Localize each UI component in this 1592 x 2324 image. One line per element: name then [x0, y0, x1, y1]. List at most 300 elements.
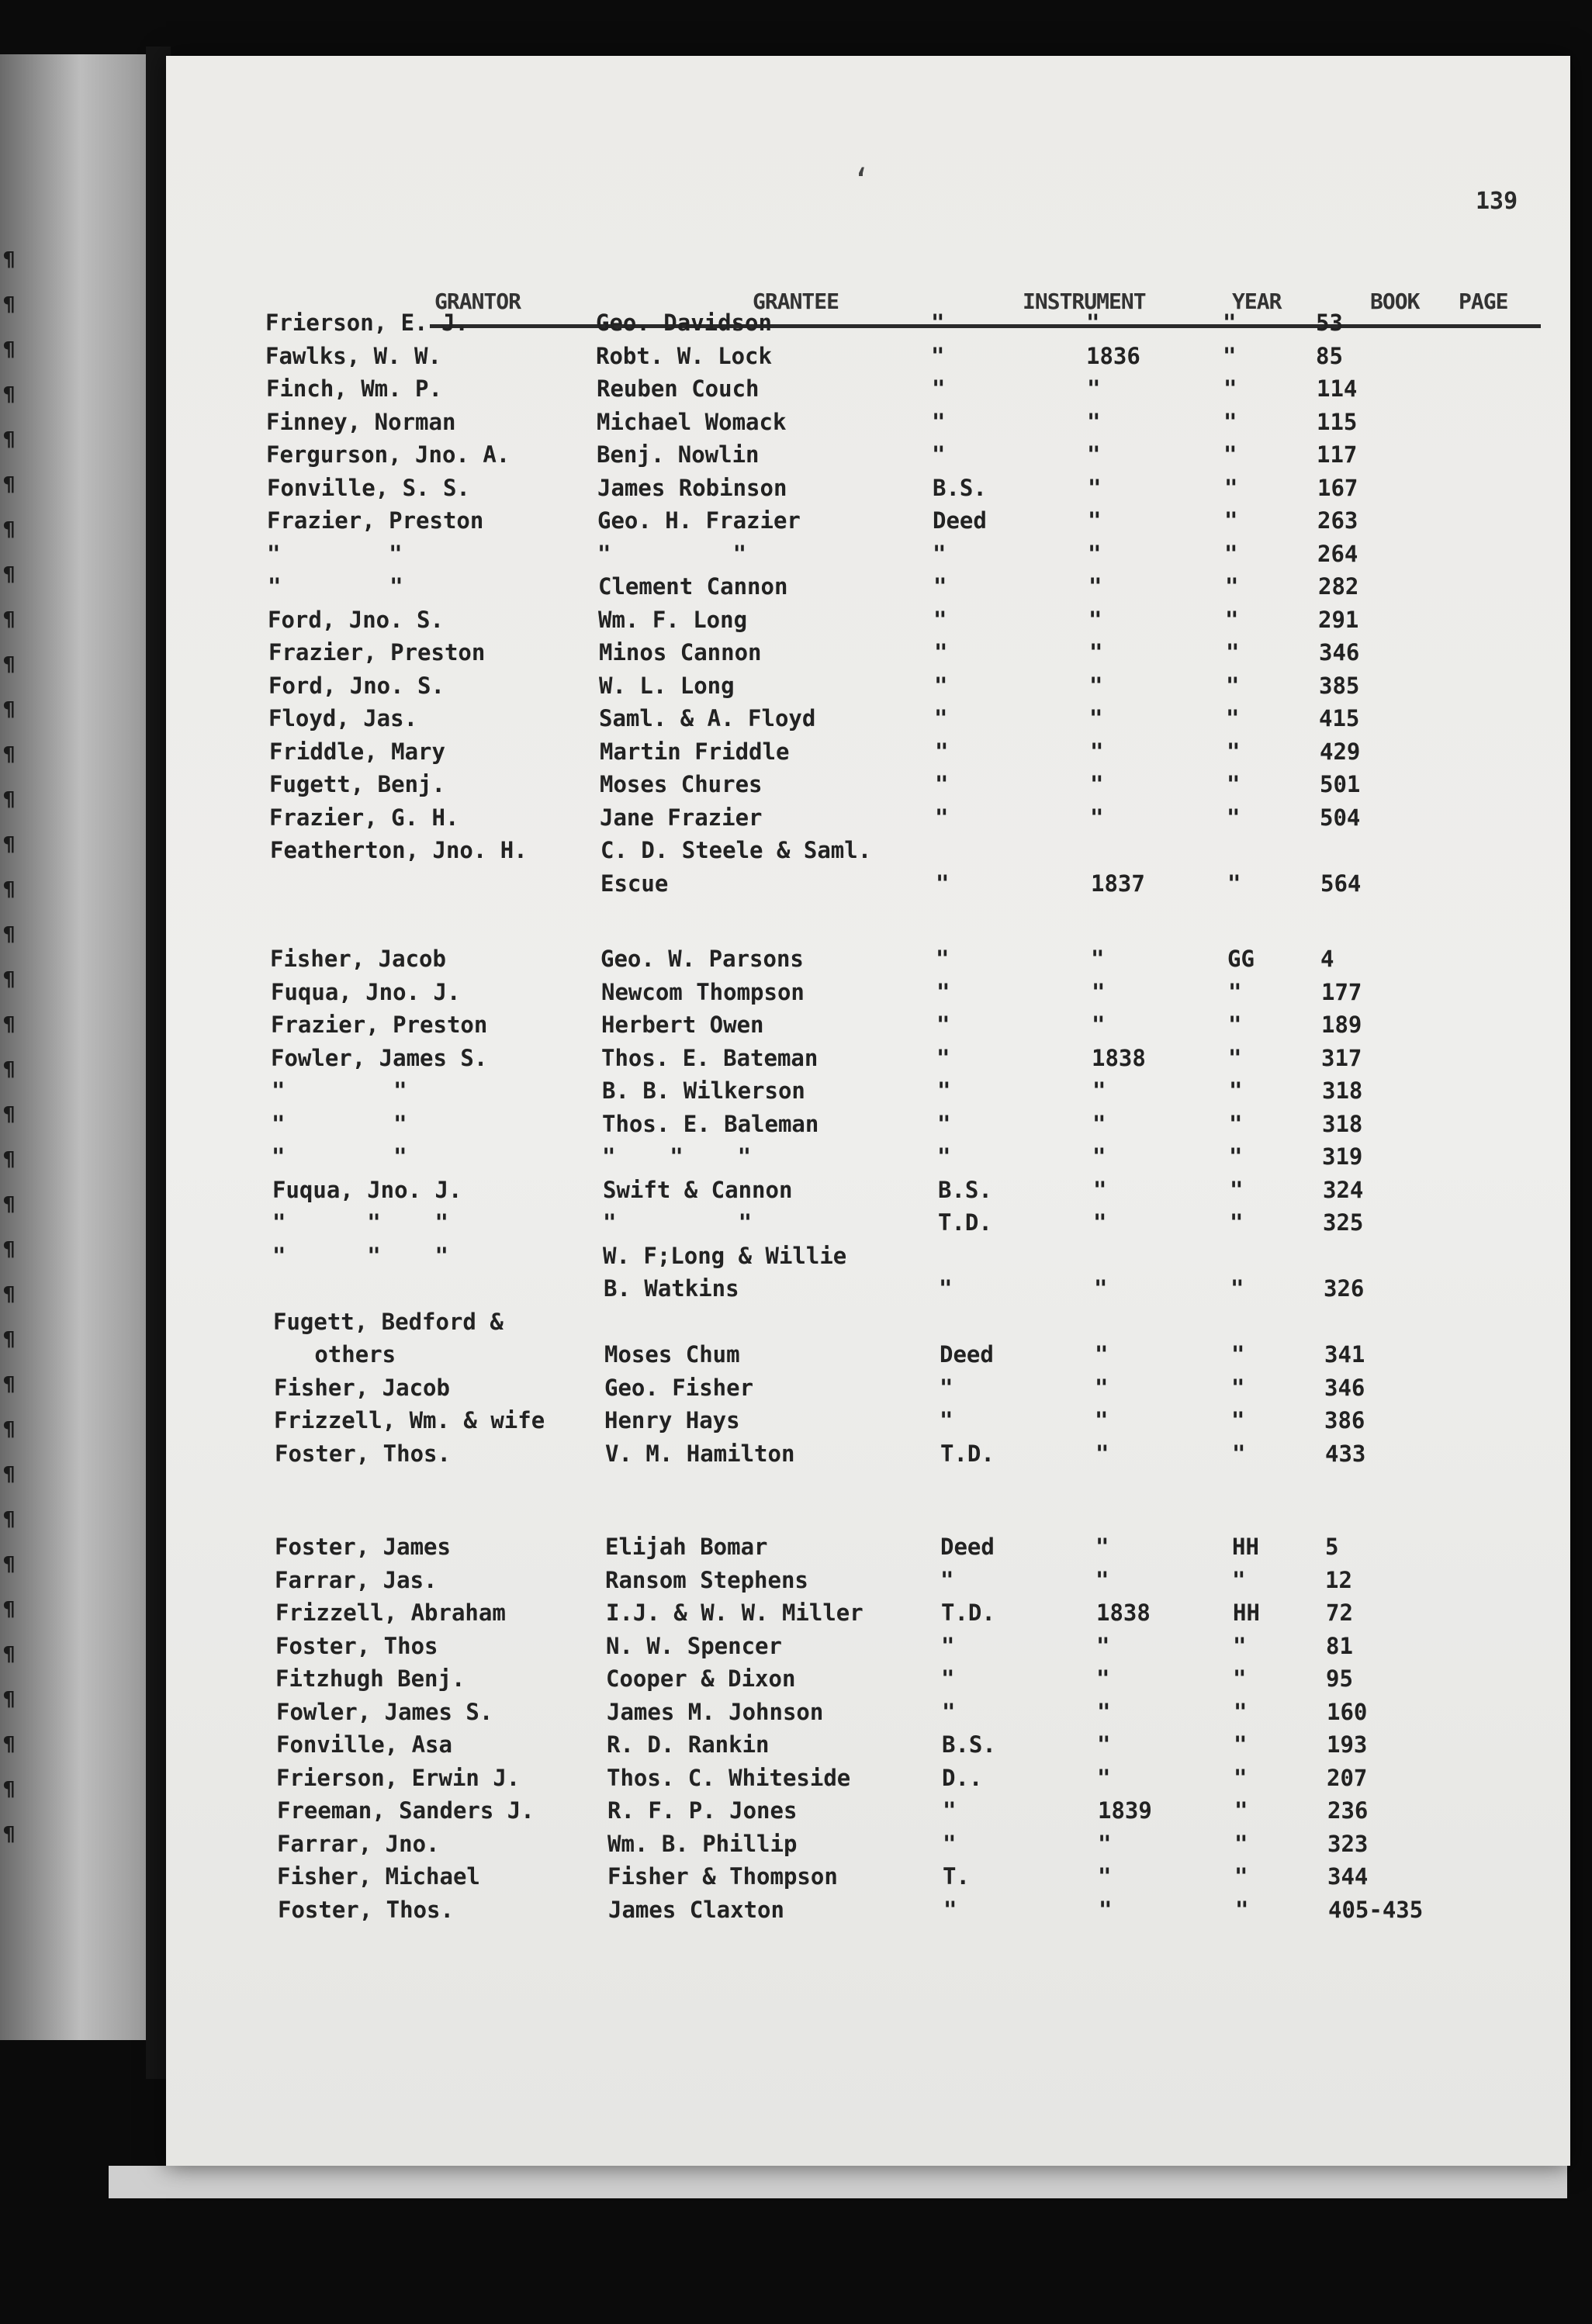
edge-mark: ¶ [3, 1778, 16, 1801]
entry-book: " [1234, 1863, 1248, 1890]
entry-grantee: Moses Chures [600, 771, 763, 797]
entry-book: " [1226, 673, 1240, 699]
entry-page: 318 [1322, 1077, 1363, 1104]
entry-grantor: Frizzell, Wm. & wife [274, 1407, 545, 1433]
entry-page: 564 [1320, 870, 1362, 897]
edge-mark: ¶ [3, 1508, 16, 1531]
entry-year: " [1088, 541, 1102, 567]
entry-instrument: Deed [933, 507, 987, 534]
entry-year: " [1096, 1665, 1110, 1692]
entry-book: " [1235, 1897, 1249, 1923]
entry-year: " [1092, 1111, 1106, 1137]
entry-grantee: James Claxton [608, 1897, 784, 1923]
entry-book: " [1231, 1407, 1245, 1433]
entry-book: " [1230, 1177, 1244, 1203]
entry-instrument: B.S. [938, 1177, 992, 1203]
entry-instrument: " [932, 375, 946, 402]
edge-mark: ¶ [3, 1553, 16, 1576]
entry-grantor: Fawlks, W. W. [265, 343, 441, 369]
entry-page: 323 [1327, 1831, 1369, 1857]
edge-mark: ¶ [3, 293, 16, 316]
entry-year: " [1098, 1831, 1112, 1857]
entry-grantee: Escue [600, 870, 669, 897]
entry-instrument: " [940, 1375, 953, 1401]
entry-grantor: Frizzell, Abraham [275, 1599, 506, 1626]
entry-grantee: Elijah Bomar [605, 1534, 768, 1560]
entry-instrument: " [935, 738, 949, 765]
entry-page: 117 [1317, 441, 1358, 468]
entry-book: HH [1233, 1599, 1260, 1626]
edge-mark: ¶ [3, 923, 16, 946]
edge-mark: ¶ [3, 1463, 16, 1486]
entry-page: 346 [1319, 639, 1360, 666]
entry-grantor: Featherton, Jno. H. [270, 837, 528, 863]
entry-book: " [1232, 1567, 1246, 1593]
entry-grantor: Foster, Thos. [275, 1440, 451, 1467]
entry-grantee: Martin Friddle [600, 738, 790, 765]
entry-instrument: Deed [940, 1341, 994, 1368]
entry-page: 95 [1326, 1665, 1353, 1692]
entry-book: " [1227, 804, 1241, 831]
entry-year: " [1092, 1012, 1106, 1038]
entry-year: 1838 [1092, 1045, 1146, 1071]
entry-page: 319 [1322, 1143, 1363, 1170]
edge-mark: ¶ [3, 1688, 16, 1711]
edge-mark: ¶ [3, 1238, 16, 1261]
entry-page: 326 [1324, 1275, 1365, 1302]
entry-instrument: " [940, 1567, 954, 1593]
entry-grantee: I.J. & W. W. Miller [606, 1599, 863, 1626]
entry-grantor: Fugett, Benj. [269, 771, 445, 797]
entry-year: " [1087, 441, 1101, 468]
entry-year: " [1095, 1375, 1109, 1401]
entry-grantor: Frazier, Preston [268, 639, 486, 666]
entry-instrument: " [933, 573, 947, 600]
entry-book: " [1224, 475, 1238, 501]
entry-book: " [1223, 310, 1237, 336]
pencil-mark: ʻ [852, 163, 871, 199]
entry-page: 12 [1325, 1567, 1352, 1593]
entry-grantee: Geo. W. Parsons [600, 946, 804, 972]
entry-year: " [1088, 475, 1102, 501]
entry-year: " [1090, 738, 1104, 765]
entry-grantor: Foster, James [275, 1534, 451, 1560]
entry-book: " [1234, 1699, 1248, 1725]
entry-book: GG [1227, 946, 1255, 972]
entry-book: " [1234, 1797, 1248, 1824]
entry-grantee: W. F;Long & Willie [603, 1243, 847, 1269]
entry-page: 317 [1321, 1045, 1362, 1071]
entry-book: " [1228, 979, 1242, 1005]
entry-instrument: " [943, 1831, 957, 1857]
entry-book: " [1223, 375, 1237, 402]
entry-page: 4 [1320, 946, 1334, 972]
entry-grantor: Frazier, Preston [267, 507, 484, 534]
entry-instrument: T. [943, 1863, 970, 1890]
edge-mark: ¶ [3, 968, 16, 991]
edge-mark: ¶ [3, 1643, 16, 1666]
entry-page: 386 [1324, 1407, 1365, 1433]
edge-mark: ¶ [3, 833, 16, 856]
entry-grantor: Frazier, Preston [271, 1012, 488, 1038]
entry-page: 341 [1324, 1341, 1365, 1368]
entry-year: " [1090, 771, 1104, 797]
entry-book: " [1225, 607, 1239, 633]
entry-year: " [1097, 1699, 1111, 1725]
entry-grantee: Saml. & A. Floyd [599, 705, 816, 731]
edge-mark: ¶ [3, 563, 16, 586]
entry-grantor: Fonville, S. S. [267, 475, 470, 501]
entry-grantor: " " " [272, 1243, 448, 1269]
entry-grantor: Finch, Wm. P. [266, 375, 442, 402]
entry-grantor: Farrar, Jno. [277, 1831, 440, 1857]
entry-grantee: James Robinson [597, 475, 787, 501]
header-grantee: GRANTEE [753, 289, 839, 314]
entry-year: " [1089, 673, 1103, 699]
entry-book: " [1224, 541, 1238, 567]
entry-instrument: " [943, 1897, 957, 1923]
edge-mark: ¶ [3, 248, 16, 271]
entry-grantee: Benj. Nowlin [597, 441, 760, 468]
entry-grantor: " " " [272, 1209, 448, 1236]
entry-grantee: R. D. Rankin [607, 1731, 770, 1758]
entry-book: " [1229, 1143, 1243, 1170]
entry-year: " [1095, 1407, 1109, 1433]
entry-instrument: " [934, 639, 948, 666]
entry-year: " [1095, 1440, 1109, 1467]
entry-page: 282 [1318, 573, 1359, 600]
entry-page: 429 [1320, 738, 1361, 765]
edge-mark: ¶ [3, 428, 16, 451]
entry-grantor: Fowler, James S. [271, 1045, 488, 1071]
entry-grantor: Fisher, Jacob [274, 1375, 450, 1401]
entry-instrument: " [937, 1077, 951, 1104]
entry-year: 1836 [1086, 343, 1140, 369]
entry-instrument: Deed [940, 1534, 995, 1560]
entry-grantor: Fowler, James S. [276, 1699, 493, 1725]
entry-grantee: N. W. Spencer [606, 1633, 782, 1659]
entry-grantor: " " [272, 1111, 407, 1137]
entry-book: " [1223, 343, 1237, 369]
edge-mark: ¶ [3, 1013, 16, 1036]
edge-mark: ¶ [3, 1733, 16, 1756]
entry-page: 504 [1320, 804, 1361, 831]
entry-book: HH [1232, 1534, 1259, 1560]
entry-book: " [1228, 1045, 1242, 1071]
entry-page: 385 [1319, 673, 1360, 699]
entry-book: " [1223, 409, 1237, 435]
entry-page: 115 [1317, 409, 1358, 435]
entry-year: " [1095, 1534, 1109, 1560]
entry-book: " [1227, 738, 1241, 765]
entry-year: " [1098, 1863, 1112, 1890]
edge-mark: ¶ [3, 1418, 16, 1441]
entry-year: 1838 [1096, 1599, 1151, 1626]
entry-instrument: " [932, 441, 946, 468]
entry-instrument: " [936, 870, 950, 897]
entry-book: " [1226, 705, 1240, 731]
entry-year: " [1097, 1765, 1111, 1791]
entry-book: " [1224, 507, 1238, 534]
entry-grantor: Fergurson, Jno. A. [266, 441, 510, 468]
entry-grantor: Foster, Thos. [278, 1897, 454, 1923]
entry-grantor: others [274, 1341, 396, 1368]
entry-grantee: Thos. E. Baleman [602, 1111, 819, 1137]
header-page: PAGE [1459, 289, 1508, 314]
header-book: BOOK [1370, 289, 1420, 314]
entry-book: " [1233, 1633, 1247, 1659]
entry-grantor: Frazier, G. H. [269, 804, 459, 831]
entry-page: 193 [1327, 1731, 1368, 1758]
entry-year: " [1087, 375, 1101, 402]
entry-page: 263 [1317, 507, 1358, 534]
entry-book: " [1231, 1341, 1245, 1368]
entry-grantee: Thos. C. Whiteside [607, 1765, 851, 1791]
entry-grantee: W. L. Long [599, 673, 735, 699]
entry-grantor: " " [272, 1143, 407, 1170]
entry-book: " [1234, 1765, 1248, 1791]
edge-mark: ¶ [3, 788, 16, 811]
entry-year: " [1088, 607, 1102, 633]
entry-instrument: " [941, 1633, 955, 1659]
entry-year: " [1086, 310, 1100, 336]
entry-book: " [1225, 573, 1239, 600]
entry-grantee: Moses Chum [604, 1341, 740, 1368]
entry-page: 207 [1327, 1765, 1368, 1791]
entry-page: 433 [1325, 1440, 1366, 1467]
entry-instrument: " [936, 1012, 950, 1038]
entry-instrument: " [940, 1407, 953, 1433]
entry-grantor: " " [272, 1077, 407, 1104]
entry-instrument: " [942, 1699, 956, 1725]
page-number: 139 [1476, 188, 1518, 215]
entry-page: 81 [1326, 1633, 1353, 1659]
entry-grantor: Farrar, Jas. [275, 1567, 438, 1593]
entry-instrument: B.S. [933, 475, 987, 501]
entry-grantee: James M. Johnson [607, 1699, 824, 1725]
edge-mark: ¶ [3, 653, 16, 676]
entry-instrument: T.D. [938, 1209, 992, 1236]
edge-mark: ¶ [3, 1148, 16, 1171]
entry-page: 160 [1327, 1699, 1368, 1725]
entry-year: 1837 [1091, 870, 1145, 897]
entry-year: " [1092, 1077, 1106, 1104]
entry-grantee: Michael Womack [597, 409, 787, 435]
entry-grantee: Newcom Thompson [601, 979, 805, 1005]
entry-year: " [1095, 1341, 1109, 1368]
entry-year: " [1094, 1275, 1108, 1302]
entry-year: " [1095, 1567, 1109, 1593]
entry-instrument: D.. [942, 1765, 983, 1791]
entry-page: 346 [1324, 1375, 1365, 1401]
entry-page: 53 [1316, 310, 1343, 336]
entry-year: 1839 [1098, 1797, 1152, 1824]
entry-page: 85 [1316, 343, 1343, 369]
entry-book: " [1229, 1111, 1243, 1137]
entry-grantee: Herbert Owen [601, 1012, 764, 1038]
edge-mark: ¶ [3, 743, 16, 766]
edge-mark: ¶ [3, 698, 16, 721]
entry-year: " [1092, 1143, 1106, 1170]
entry-page: 264 [1317, 541, 1358, 567]
entry-grantor: Freeman, Sanders J. [277, 1797, 535, 1824]
entry-instrument: " [941, 1665, 955, 1692]
entry-grantor: " " [268, 573, 403, 600]
entry-page: 167 [1317, 475, 1358, 501]
entry-book: " [1223, 441, 1237, 468]
entry-year: " [1088, 573, 1102, 600]
header-year: YEAR [1232, 289, 1282, 314]
entry-instrument: " [933, 607, 947, 633]
entry-year: " [1089, 639, 1103, 666]
entry-book: " [1229, 1077, 1243, 1104]
entry-page: 72 [1326, 1599, 1353, 1626]
entry-grantee: R. F. P. Jones [607, 1797, 798, 1824]
entry-page: 415 [1319, 705, 1360, 731]
entry-grantee: " " " [602, 1143, 752, 1170]
entry-page: 344 [1327, 1863, 1369, 1890]
entry-book: " [1230, 1275, 1244, 1302]
entry-grantee: " " [597, 541, 747, 567]
entry-instrument: " [932, 409, 946, 435]
entry-grantor: Fonville, Asa [276, 1731, 452, 1758]
entry-grantee: B. B. Wilkerson [602, 1077, 805, 1104]
entry-grantor: Fuqua, Jno. J. [272, 1177, 462, 1203]
entry-instrument: " [931, 310, 945, 336]
entry-page: 177 [1321, 979, 1362, 1005]
entry-book: " [1234, 1731, 1248, 1758]
entry-year: " [1090, 804, 1104, 831]
entry-grantee: " " [603, 1209, 753, 1236]
adjacent-page-edge-marks [0, 54, 146, 2040]
entry-grantor: Friddle, Mary [269, 738, 445, 765]
entry-grantor: Ford, Jno. S. [268, 673, 445, 699]
entry-grantor: Fugett, Bedford & [273, 1309, 504, 1335]
entry-grantee: Geo. H. Frazier [597, 507, 801, 534]
entry-book: " [1233, 1665, 1247, 1692]
entry-book: " [1234, 1831, 1248, 1857]
entry-grantor: Floyd, Jas. [268, 705, 418, 731]
entry-instrument: " [936, 979, 950, 1005]
entry-book: " [1232, 1440, 1246, 1467]
entry-grantee: Geo. Davidson [596, 310, 772, 336]
entry-grantor: Fisher, Jacob [270, 946, 446, 972]
entry-grantee: Wm. B. Phillip [607, 1831, 798, 1857]
entry-page: 501 [1320, 771, 1361, 797]
entry-book: " [1230, 1209, 1244, 1236]
entry-grantee: Clement Cannon [598, 573, 788, 600]
entry-grantee: Jane Frazier [600, 804, 763, 831]
entry-grantor: " " [267, 541, 403, 567]
ledger-page [166, 56, 1570, 2166]
entry-grantor: Fisher, Michael [277, 1863, 480, 1890]
entry-page: 325 [1323, 1209, 1364, 1236]
entry-grantee: Fisher & Thompson [607, 1863, 838, 1890]
entry-instrument: " [934, 705, 948, 731]
entry-grantee: Swift & Cannon [603, 1177, 793, 1203]
edge-mark: ¶ [3, 1058, 16, 1081]
header-grantor: GRANTOR [434, 289, 521, 314]
entry-grantee: Thos. E. Bateman [601, 1045, 818, 1071]
entry-year: " [1092, 979, 1106, 1005]
entry-instrument: B.S. [942, 1731, 996, 1758]
entry-instrument: " [936, 946, 950, 972]
adjacent-page [0, 54, 146, 2040]
entry-instrument: " [935, 771, 949, 797]
entry-instrument: T.D. [940, 1440, 995, 1467]
entry-grantee: Reuben Couch [597, 375, 760, 402]
entry-page: 114 [1317, 375, 1358, 402]
entry-page: 324 [1323, 1177, 1364, 1203]
entry-page: 291 [1318, 607, 1359, 633]
edge-mark: ¶ [3, 878, 16, 901]
edge-mark: ¶ [3, 473, 16, 496]
entry-grantee: Ransom Stephens [605, 1567, 808, 1593]
entry-year: " [1093, 1209, 1107, 1236]
entry-grantee: Robt. W. Lock [596, 343, 772, 369]
edge-mark: ¶ [3, 1373, 16, 1396]
entry-grantee: Henry Hays [604, 1407, 740, 1433]
entry-instrument: " [943, 1797, 957, 1824]
entry-instrument: " [937, 1143, 951, 1170]
entry-instrument: " [937, 1111, 951, 1137]
entry-grantee: B. Watkins [604, 1275, 739, 1302]
entry-grantee: Minos Cannon [599, 639, 762, 666]
entry-year: " [1093, 1177, 1107, 1203]
entry-instrument: " [933, 541, 947, 567]
entry-page: 405-435 [1328, 1897, 1424, 1923]
edge-mark: ¶ [3, 1328, 16, 1351]
entry-year: " [1099, 1897, 1113, 1923]
entry-book: " [1226, 639, 1240, 666]
edge-mark: ¶ [3, 383, 16, 406]
entry-grantee: C. D. Steele & Saml. [600, 837, 872, 863]
edge-mark: ¶ [3, 1598, 16, 1621]
entry-instrument: " [931, 343, 945, 369]
entry-grantor: Frierson, Erwin J. [276, 1765, 521, 1791]
entry-year: " [1088, 507, 1102, 534]
entry-book: " [1228, 1012, 1242, 1038]
entry-instrument: T.D. [941, 1599, 995, 1626]
entry-grantee: Cooper & Dixon [606, 1665, 796, 1692]
entry-grantor: Fuqua, Jno. J. [271, 979, 461, 1005]
entry-book: " [1231, 1375, 1245, 1401]
entry-grantor: Frierson, E. J. [265, 310, 469, 336]
entry-year: " [1096, 1633, 1110, 1659]
entry-grantee: Wm. F. Long [598, 607, 748, 633]
entry-grantor: Foster, Thos [275, 1633, 438, 1659]
entry-instrument: " [935, 804, 949, 831]
entry-instrument: " [934, 673, 948, 699]
edge-mark: ¶ [3, 1283, 16, 1306]
edge-mark: ¶ [3, 1193, 16, 1216]
entry-grantee: V. M. Hamilton [605, 1440, 795, 1467]
edge-mark: ¶ [3, 518, 16, 541]
entry-grantor: Finney, Norman [266, 409, 456, 435]
entry-year: " [1087, 409, 1101, 435]
entry-instrument: " [936, 1045, 950, 1071]
edge-mark: ¶ [3, 1823, 16, 1846]
entry-year: " [1091, 946, 1105, 972]
edge-mark: ¶ [3, 338, 16, 361]
edge-mark: ¶ [3, 608, 16, 631]
page-edge [109, 2166, 1567, 2198]
entry-book: " [1227, 870, 1241, 897]
entry-instrument: " [939, 1275, 953, 1302]
entry-page: 236 [1327, 1797, 1369, 1824]
entry-page: 5 [1325, 1534, 1339, 1560]
entry-grantor: Fitzhugh Benj. [275, 1665, 465, 1692]
